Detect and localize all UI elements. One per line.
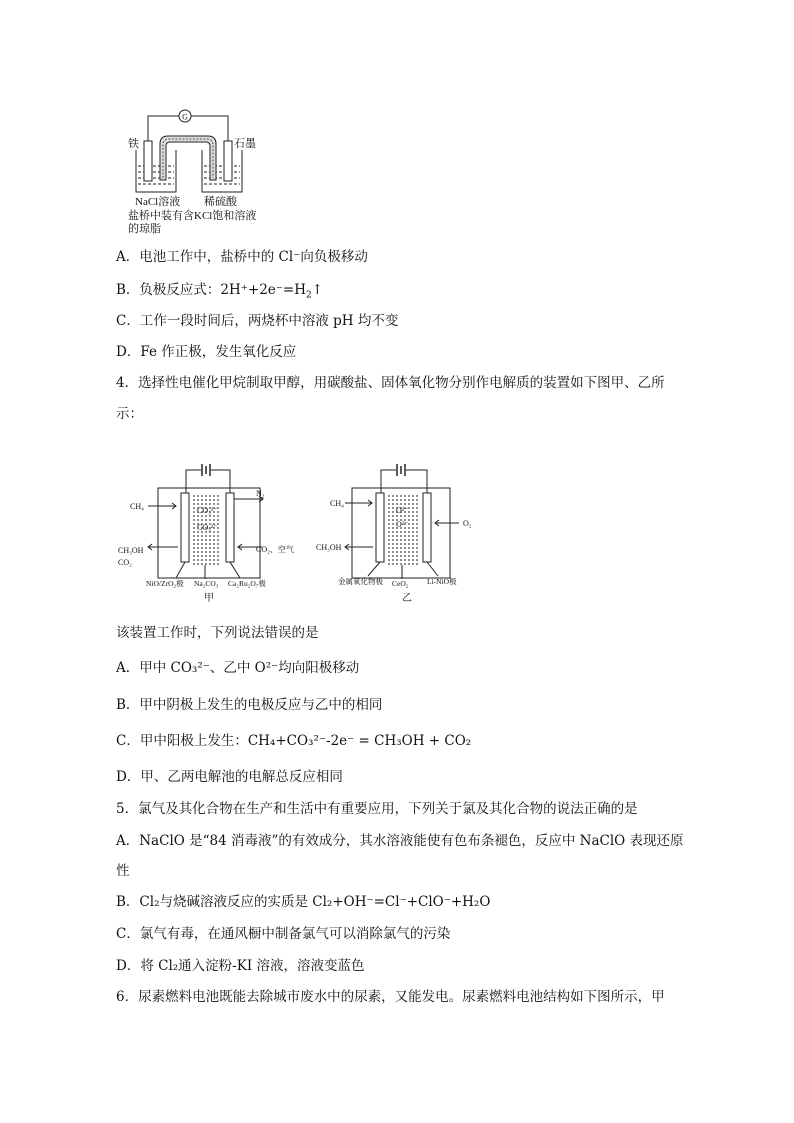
yi-caption: 乙 bbox=[402, 593, 412, 604]
yi-ch4: CH₄ bbox=[330, 499, 344, 508]
jia-electrolyte: Na₂CO₃ bbox=[194, 579, 219, 588]
q3-option-c: C．工作一段时间后，两烧杯中溶液 pH 均不变 bbox=[116, 313, 399, 329]
q4-stem-line-2: 示： bbox=[116, 406, 143, 422]
q4-option-c: C．甲中阳极上发生：CH₄+CO₃²⁻-2e⁻ = CH₃OH + CO₂ bbox=[116, 733, 472, 749]
yi-left-electrode: 金属氧化物极 bbox=[338, 577, 383, 586]
salt-bridge-note-1: 盐桥中装有含KCl饱和溶液 bbox=[128, 210, 257, 222]
iron-electrode-label: 铁 bbox=[128, 138, 139, 150]
q5-stem: 5．氯气及其化合物在生产和生活中有重要应用，下列关于氯及其化合物的说法正确的是 bbox=[116, 801, 638, 817]
q3-option-b-arrow: ↑ bbox=[311, 282, 324, 298]
q4-option-a: A．甲中 CO₃²⁻、乙中 O²⁻均向阳极移动 bbox=[116, 660, 360, 676]
jia-co3-1: CO₃²⁻ bbox=[197, 506, 218, 515]
jia-n2: N₂ bbox=[256, 489, 265, 498]
q3-option-b-text: B．负极反应式：2H⁺+2e⁻=H bbox=[116, 282, 307, 298]
q3-option-a: A．电池工作中，盐桥中的 Cl⁻向负极移动 bbox=[116, 249, 368, 265]
q5-option-a-line-1: A．NaClO 是“84 消毒液”的有效成分，其水溶液能使有色布条褪色，反应中 NaClO 表现还原 bbox=[116, 833, 684, 849]
jia-left-electrode: NiO/ZrO₂极 bbox=[146, 579, 184, 588]
q3-option-b-sub: 2 bbox=[306, 290, 312, 301]
jia-co2: CO₂ bbox=[118, 558, 132, 567]
jia-caption: 甲 bbox=[204, 593, 214, 604]
q6-stem: 6．尿素燃料电池既能去除城市废水中的尿素，又能发电。尿素燃料电池结构如下图所示，甲 bbox=[116, 989, 665, 1005]
yi-electrolyte: CeO₂ bbox=[392, 579, 409, 588]
q4-question: 该装置工作时，下列说法错误的是 bbox=[116, 625, 319, 641]
yi-o-1: O²⁻ bbox=[396, 506, 409, 515]
q5-option-b: B．Cl₂与烧碱溶液反应的实质是 Cl₂+OH⁻=Cl⁻+ClO⁻+H₂O bbox=[116, 894, 491, 910]
jia-right-electrode: Ca₂Ru₂O₇极 bbox=[228, 579, 266, 588]
yi-right-electrode: Li-NiO极 bbox=[427, 577, 457, 586]
nacl-solution-label: NaCl溶液 bbox=[135, 196, 181, 208]
jia-ch3oh: CH₃OH bbox=[118, 546, 144, 555]
figure-jia bbox=[148, 464, 263, 579]
q5-option-d: D．将 Cl₂通入淀粉-KI 溶液，溶液变蓝色 bbox=[116, 958, 365, 974]
jia-co3-2: CO₃²⁻ bbox=[197, 523, 218, 532]
q4-option-d: D．甲、乙两电解池的电解总反应相同 bbox=[116, 769, 343, 785]
yi-ch3oh: CH₃OH bbox=[316, 543, 342, 552]
salt-bridge-note-2: 的琼脂 bbox=[128, 223, 161, 235]
yi-o-2: O²⁻ bbox=[396, 520, 409, 529]
galvanic-cell-figure bbox=[0, 0, 794, 240]
jia-ch4: CH₄ bbox=[130, 502, 144, 511]
q3-option-b bbox=[116, 281, 323, 305]
graphite-electrode-label: 石墨 bbox=[234, 138, 256, 150]
q4-stem-line-1: 4．选择性电催化甲烷制取甲醇，用碳酸盐、固体氧化物分别作电解质的装置如下图甲、乙所 bbox=[116, 375, 665, 391]
sulfuric-acid-label: 稀硫酸 bbox=[204, 196, 237, 208]
electrolysis-figures bbox=[0, 455, 794, 605]
yi-o2: O₂ bbox=[463, 519, 472, 528]
q3-option-d: D．Fe 作正极，发生氧化反应 bbox=[116, 344, 297, 360]
q5-option-c: C．氯气有毒，在通风橱中制备氯气可以消除氯气的污染 bbox=[116, 926, 451, 942]
jia-co2-air: CO₂、空气 bbox=[256, 545, 294, 554]
q4-option-b: B．甲中阴极上发生的电极反应与乙中的相同 bbox=[116, 697, 383, 713]
q5-option-a-line-2: 性 bbox=[116, 863, 130, 879]
galvanometer-label: G bbox=[182, 112, 188, 122]
